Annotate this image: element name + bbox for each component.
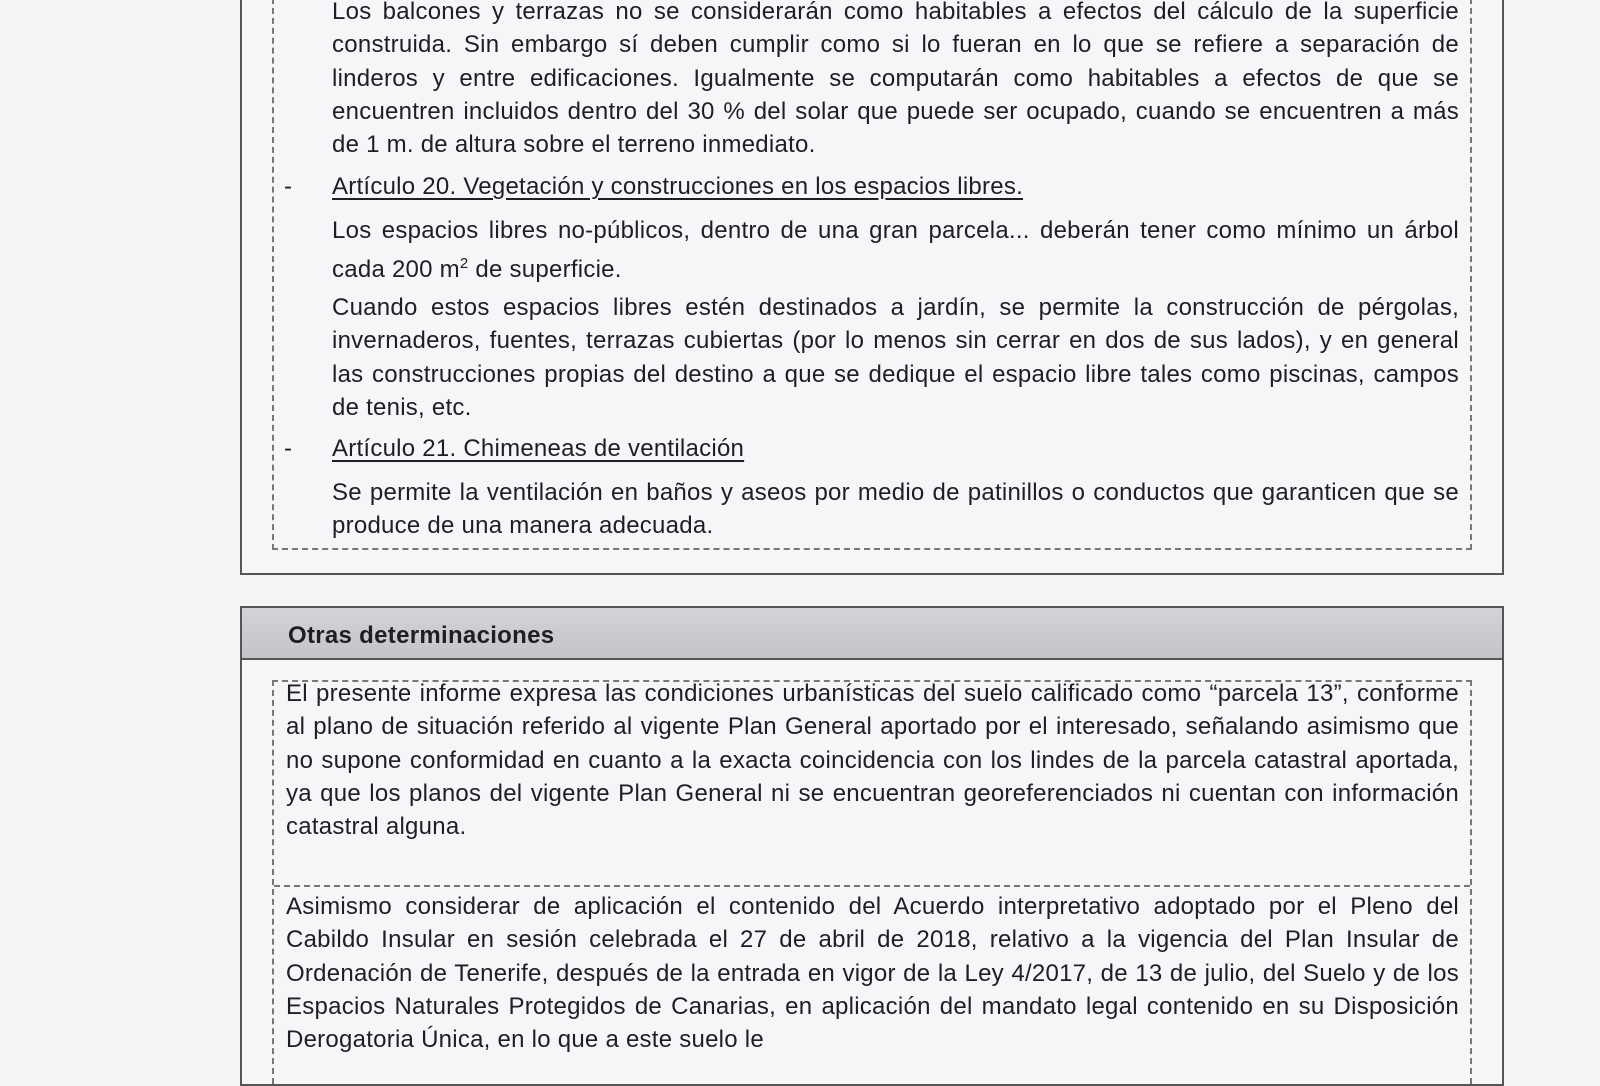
bullet-dash: -	[284, 435, 293, 462]
article-21-paragraph: Se permite la ventilación en baños y aseos por medio de patinillos o conductos que garanticen que se produce de una manera adecuada.	[332, 479, 1459, 540]
article-20-title: Artículo 20. Vegetación y construcciones en los espacios libres.	[332, 173, 1024, 200]
article-21-title: Artículo 21. Chimeneas de ventilación	[332, 435, 745, 462]
article-20-paragraph-2: Cuando estos espacios libres estén destinados a jardín, se permite la construcción de pérgolas, invernaderos, fuentes, terrazas cubiertas (por lo menos sin cerrar en dos de sus lados), y en general las construcciones propias del destino a que se dedique el espacio libre tales como piscinas, campos de tenis, etc.	[332, 294, 1459, 421]
section-title: Otras determinaciones	[288, 622, 555, 649]
superscript-2: 2	[459, 255, 469, 273]
section-header	[242, 608, 1502, 660]
bullet-dash: -	[284, 173, 293, 200]
article-21-heading	[284, 432, 1384, 465]
article-20-paragraph-1: Los espacios libres no-públicos, dentro de una gran parcela... deberán tener como mínimo un árbol cada 200 $m^2$ de superficie.	[332, 217, 1459, 284]
determinaciones-paragraph-2: Asimismo considerar de aplicación el contenido del Acuerdo interpretativo adoptado por el Pleno del Cabildo Insular en sesión celebrada el 27 de abril de 2018, relativo a la vigencia del Plan Insular de Ordenación de Tenerife, después de la entrada en vigor de la Ley 4/2017, de 13 de julio, del Suelo y de los Espacios Naturales Protegidos de Canarias, en aplicación del mandato legal contenido en su Disposición Derogatoria Única, en lo que a este suelo le	[286, 893, 1459, 1054]
regulations-panel	[240, 0, 1504, 575]
balcones-paragraph: Los balcones y terrazas no se considerarán como habitables a efectos del cálculo de la superficie construida. Sin embargo sí deben cumplir como si lo fueran en lo que se refiere a separación de linderos y entre edificaciones. Igualmente se computarán como habitables a efectos de que se encuentren incluidos dentro del 30 % del solar que puede ser ocupado, cuando se encuentren a más de 1 m. de altura sobre el terreno inmediato.	[332, 0, 1459, 159]
determinaciones-paragraph-1: El presente informe expresa las condiciones urbanísticas del suelo calificado como “parcela 13”, conforme al plano de situación referido al vigente Plan General aportado por el interesado, señalando asimismo que no supone conformidad en cuanto a la exacta coincidencia con los lindes de la parcela catastral aportada, ya que los planos del vigente Plan General ni se encuentran georeferenciados ni cuentan con información catastral alguna.	[286, 680, 1459, 841]
otras-determinaciones-panel	[240, 606, 1504, 1086]
article-20-heading	[284, 170, 1384, 203]
paragraph-divider	[274, 885, 1470, 887]
